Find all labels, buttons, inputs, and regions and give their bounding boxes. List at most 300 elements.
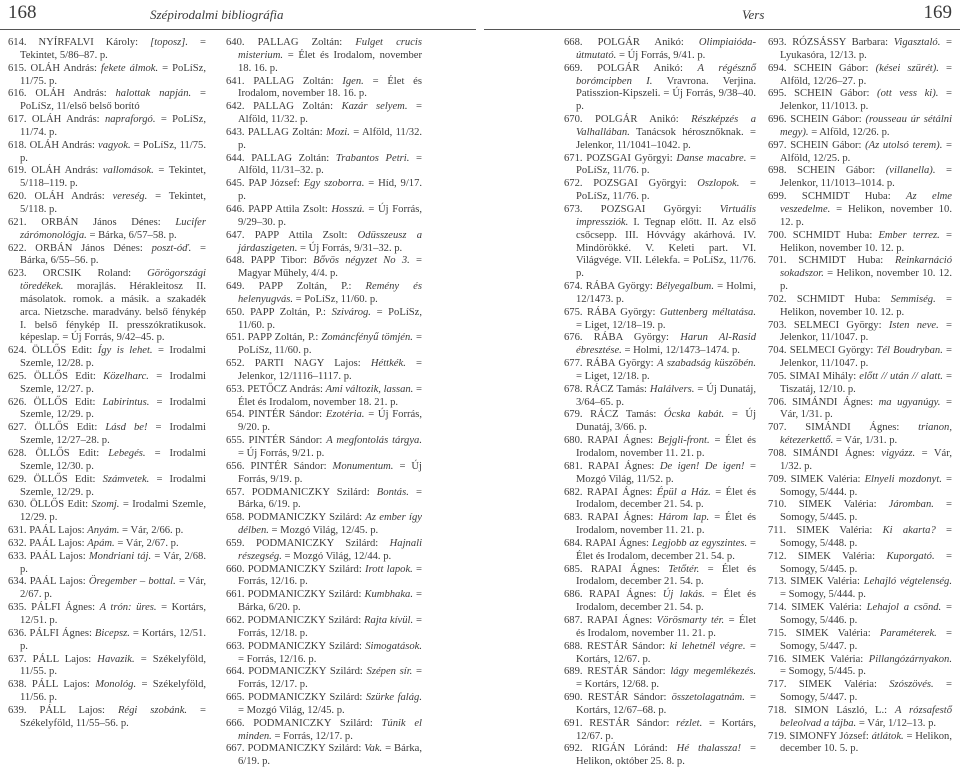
entry-author: RAPAI Ágnes: xyxy=(589,589,657,601)
entry-author: PINTÉR Sándor: xyxy=(248,409,323,421)
entry-author: OLÁH András: xyxy=(30,62,97,74)
entry-author: PETŐCZ András: xyxy=(247,383,323,395)
entry-reference: I. Tegnap előtt. II. Az első csőcsepp. III. Hóvvágy akárhová. IV. Mindörökké. V. Keleti part. VI. Világvége. VII. Lélekfa. = PoLíSz, 11/76. p. xyxy=(576,216,756,280)
entry-title: Guttenberg méltatása. xyxy=(659,306,756,318)
entry-title: vallomások. xyxy=(102,165,154,177)
entry-title: Labirintus. xyxy=(102,396,150,408)
entry-number: 679. xyxy=(564,409,583,421)
entry-number: 649. xyxy=(226,281,245,293)
entry-reference: = Új Dunatáj, 3/66. p. xyxy=(576,409,757,434)
entry-number: 635. xyxy=(8,602,27,614)
bibliography-entry xyxy=(768,705,952,731)
entry-title: Isten neve. xyxy=(888,319,939,331)
entry-title: Irott lapok. xyxy=(364,563,413,575)
entry-number: 634. xyxy=(8,576,27,588)
entry-number: 665. xyxy=(226,692,245,704)
entry-reference: = PoLíSz, 11/74. p. xyxy=(20,114,206,138)
entry-number: 702. xyxy=(768,293,787,305)
entry-reference: = Jelenkor, 11/1047. p. xyxy=(780,345,953,370)
entry-number: 683. xyxy=(564,512,583,524)
entry-reference: Tanácsok hérosznőknak. = Jelenkor, 11/1041–1042. p. xyxy=(576,126,756,151)
entry-reference: = Új Dunatáj, 3/64–65. p. xyxy=(576,383,756,408)
entry-reference: = Élet és Irodalom, december 21. 54. p. xyxy=(576,486,756,511)
entry-title: A rózsafestő beleolvad a tájba. xyxy=(780,704,953,729)
entry-number: 654. xyxy=(226,409,245,421)
entry-number: 626. xyxy=(8,396,27,408)
entry-number: 708. xyxy=(768,448,787,459)
entry-number: 681. xyxy=(564,460,583,472)
entry-number: 672. xyxy=(564,178,583,190)
entry-number: 652. xyxy=(226,358,245,370)
entry-title: Semmiség. xyxy=(890,293,936,305)
entry-reference: = Vár, 2/67. p. xyxy=(20,576,206,601)
entry-number: 713. xyxy=(768,576,787,588)
entry-title: Öregember – bottal. xyxy=(88,576,176,588)
entry-number: 710. xyxy=(768,499,787,511)
entry-reference: = Helikon, november 10. 12. p. xyxy=(780,229,952,254)
entry-author: PODMANICZKY Szilárd: xyxy=(247,614,362,626)
entry-number: 693. xyxy=(768,37,787,48)
entry-number: 647. xyxy=(226,229,245,241)
entry-author: PALLAG Zoltán: xyxy=(247,126,323,138)
bibliography-entry xyxy=(564,564,756,590)
bibliography-entry xyxy=(8,37,206,63)
entry-author: RAPAI Ágnes: xyxy=(587,512,654,524)
entry-reference: = Tekintet, 5/86–87. p. xyxy=(20,37,207,61)
entry-number: 636. xyxy=(8,627,27,639)
entry-number: 624. xyxy=(8,345,27,357)
entry-author: RAPAI Ágnes: xyxy=(587,435,654,447)
bibliography-entry xyxy=(564,114,756,153)
bibliography-entry xyxy=(8,538,206,551)
entry-reference: = Élet és Irodalom, november 11. 21. p. xyxy=(576,614,757,639)
entry-author: SIMEK Valéria: xyxy=(790,473,861,485)
entry-number: 625. xyxy=(8,370,27,382)
entry-author: SIMEK Valéria: xyxy=(795,627,871,639)
entry-reference: = Irodalmi Szemle, 12/27. p. xyxy=(20,370,207,395)
entry-title: Lucifer zárómonológja. xyxy=(20,216,206,241)
bibliography-entry xyxy=(564,332,756,358)
bibliography-entry xyxy=(226,255,422,281)
entry-title: Havazik. xyxy=(97,653,135,665)
entry-author: ÖLLŐS Edit: xyxy=(32,345,93,357)
entry-author: SCHMIDT Huba: xyxy=(792,229,873,241)
entry-number: 716. xyxy=(768,653,787,665)
entry-title: Lehajol a csönd. xyxy=(866,602,942,614)
bibliography-entry xyxy=(768,551,952,577)
entry-title: Lebegés. xyxy=(108,448,146,459)
entry-title: Bélyegalbum. xyxy=(656,281,714,293)
entry-title: Túnik el minden. xyxy=(238,717,422,742)
entry-title: A trón: üres. xyxy=(99,602,157,614)
entry-number: 699. xyxy=(768,191,787,203)
entry-author: PALLAG Zoltán: xyxy=(253,75,334,87)
entry-author: PODMANICZKY Szilárd: xyxy=(255,537,379,549)
entry-number: 627. xyxy=(8,422,27,434)
entry-reference: = Liget, 12/18–19. p. xyxy=(576,319,666,331)
entry-number: 684. xyxy=(564,537,583,549)
bibliography-entry xyxy=(564,641,756,667)
entry-title: Új lakás. xyxy=(662,589,705,601)
entry-number: 709. xyxy=(768,473,787,485)
entry-title: Vigasztaló. xyxy=(893,37,941,48)
bibliography-entry xyxy=(226,358,422,384)
bibliography-entry xyxy=(564,589,756,615)
entry-title: (villanella). xyxy=(885,165,936,177)
entry-author: POZSGAI Györgyi: xyxy=(593,178,687,190)
entry-author: SIMÁNDI Ágnes: xyxy=(805,422,900,434)
entry-number: 663. xyxy=(226,640,245,652)
bibliography-entry xyxy=(8,140,206,166)
entry-reference: = Helikon, október 25. 8. p. xyxy=(576,743,756,768)
entry-reference: = Alföld, 11/32. p. xyxy=(238,101,422,126)
entry-reference: = Irodalmi Szemle, 12/29. p. xyxy=(20,473,206,498)
bibliography-entry xyxy=(226,538,422,564)
entry-title: Halálvers. xyxy=(649,383,695,395)
entry-reference: = Új Forrás, 9/21. p. xyxy=(238,448,325,459)
entry-title: trianon, kétezerkettő. xyxy=(780,422,952,447)
entry-reference: = Bárka, 6/55–56. p. xyxy=(20,242,207,267)
entry-number: 668. xyxy=(564,37,583,48)
entry-author: OLÁH András: xyxy=(35,88,107,100)
bibliography-entry xyxy=(8,88,206,114)
entry-title: ki lehetnél végre. xyxy=(669,640,746,652)
entry-number: 696. xyxy=(768,114,787,126)
entry-reference: = Somogy, 5/444. p. xyxy=(780,589,866,601)
column-3 xyxy=(564,37,757,768)
entry-number: 661. xyxy=(226,589,245,601)
bibliography-entry xyxy=(768,371,952,397)
entry-reference: = Somogy, 5/446. p. xyxy=(780,602,952,626)
entry-title: Ezotéria. xyxy=(325,409,365,421)
entry-author: SELMECI György: xyxy=(789,345,874,357)
entry-reference: = Forrás, 12/18. p. xyxy=(238,614,422,639)
entry-author: PODMANICZKY Szilárd: xyxy=(247,743,362,755)
entry-reference: Vravrona. Verjina. Patisszion-Kipszeli. = Új Forrás, 9/38–40. p. xyxy=(576,75,756,113)
entry-reference: = Tekintet, 5/118–119. p. xyxy=(20,165,207,190)
entry-title: Harun Al-Rasid ébresztése. xyxy=(576,332,756,357)
bibliography-entry xyxy=(226,641,422,667)
right-page xyxy=(480,0,960,768)
entry-reference: = Új Forrás, 9/20. p. xyxy=(238,409,422,434)
entry-author: PAPP Attila Zsolt: xyxy=(254,229,348,241)
entry-title: Kuporgató. xyxy=(886,550,935,562)
entry-reference: = Élet és Irodalom, november 18. 16. p. xyxy=(238,49,422,74)
entry-reference: = PoLíSz, 11/75. p. xyxy=(20,62,206,87)
entry-author: SCHEIN Gábor: xyxy=(797,165,876,177)
entry-number: 711. xyxy=(768,525,787,537)
entry-number: 637. xyxy=(8,653,27,665)
bibliography-entry xyxy=(226,204,422,230)
entry-reference: = Élet és Irodalom, november 11. 21. p. xyxy=(576,435,756,459)
entry-title: Görögországi töredékek. xyxy=(20,268,206,293)
entry-author: PAÁL Lajos: xyxy=(29,525,85,537)
entry-author: PAÁL Lajos: xyxy=(29,537,85,549)
entry-reference: = Irodalmi Szemle, 12/30. p. xyxy=(20,448,207,472)
column-4 xyxy=(768,37,953,755)
bibliography-entry xyxy=(226,743,422,769)
bibliography-entry xyxy=(768,345,952,371)
entry-reference: = Bárka, 6/19. p. xyxy=(238,743,423,768)
bibliography-entry xyxy=(768,165,952,191)
entry-number: 680. xyxy=(564,435,583,447)
entry-author: RESTÁR Sándor: xyxy=(589,717,670,729)
entry-reference: = Alföld, 12/26. p. xyxy=(811,126,890,138)
bibliography-entry xyxy=(8,422,206,448)
entry-reference: = Forrás, 12/16. p. xyxy=(238,653,317,665)
entry-number: 670. xyxy=(564,114,583,126)
bibliography-entry xyxy=(226,307,422,333)
entry-author: ORBÁN János Dénes: xyxy=(41,216,161,228)
entry-number: 704. xyxy=(768,345,787,357)
bibliography-entry xyxy=(768,397,952,423)
entry-number: 674. xyxy=(564,281,583,293)
entry-number: 700. xyxy=(768,229,787,241)
entry-number: 705. xyxy=(768,370,787,382)
entry-title: Hajnali részegség. xyxy=(238,537,423,562)
entry-reference: = Holmi, 12/1473. p. xyxy=(576,281,756,305)
entry-number: 657. xyxy=(226,486,245,498)
entry-reference: = Élet és Irodalom, november 18. 16. p. xyxy=(238,75,422,100)
bibliography-entry xyxy=(8,63,206,89)
entry-title: (rousseau úr sétálni megy). xyxy=(780,114,953,138)
entry-author: SIMONFY József: xyxy=(789,730,869,742)
bibliography-entry xyxy=(564,384,756,410)
entry-author: PARTI NAGY Lajos: xyxy=(254,358,361,370)
entry-title: Monológ. xyxy=(95,679,137,691)
entry-reference: = Élet és Irodalom, december 21. 54. p. xyxy=(576,563,757,588)
bibliography-entry xyxy=(768,499,952,525)
entry-author: SIMON László, L.: xyxy=(794,704,888,716)
entry-author: SIMEK Valéria: xyxy=(792,653,864,665)
bibliography-entry xyxy=(768,140,952,166)
entry-reference: = Holmi, 12/1473–1474. p. xyxy=(624,345,740,357)
entry-reference: = Kortárs, 12/67. p. xyxy=(576,640,756,665)
bibliography-entry xyxy=(8,191,206,217)
entry-reference: = Tekintet, 5/118. p. xyxy=(20,191,206,215)
bibliography-entry xyxy=(226,666,422,692)
bibliography-entry xyxy=(8,499,206,525)
entry-number: 694. xyxy=(768,62,787,74)
entry-number: 675. xyxy=(564,306,583,318)
left-page xyxy=(0,0,480,768)
bibliography-entry xyxy=(226,101,422,127)
entry-reference: = Irodalmi Szemle, 12/29. p. xyxy=(20,396,207,421)
entry-number: 673. xyxy=(564,203,583,215)
entry-title: Kumbhaka. xyxy=(364,589,413,601)
entry-number: 651. xyxy=(226,332,245,344)
entry-number: 685. xyxy=(564,563,583,575)
entry-title: Így is lehet. xyxy=(97,345,153,357)
entry-title: (kései szürét). xyxy=(875,62,939,74)
entry-title: ma ugyanúgy. xyxy=(878,396,941,408)
entry-title: Az elme veszedelme. xyxy=(780,191,953,215)
entry-reference: = PoLíSz, 11/60. p. xyxy=(238,332,422,357)
entry-reference: = Kortárs, 12/51. p. xyxy=(20,627,206,652)
entry-author: OLÁH András: xyxy=(31,114,100,126)
entry-title: Ami változik, lassan. xyxy=(325,383,414,395)
entry-reference: = PoLíSz, 11/75. p. xyxy=(20,139,206,164)
entry-number: 656. xyxy=(226,460,245,472)
bibliography-entry xyxy=(564,692,756,718)
entry-number: 701. xyxy=(768,255,787,267)
entry-reference: = Somogy, 5/447. p. xyxy=(780,679,952,704)
entry-title: fekete álmok. xyxy=(100,62,159,74)
bibliography-entry xyxy=(8,243,206,269)
entry-number: 638. xyxy=(8,679,27,691)
entry-author: PÁLFI Ágnes: xyxy=(31,602,96,614)
entry-number: 646. xyxy=(226,203,245,215)
entry-reference: = Somogy, 5/445. p. xyxy=(780,550,952,575)
entry-number: 640. xyxy=(226,37,245,48)
entry-title: A régésznő borómcipben I. xyxy=(576,62,757,87)
entry-title: Ócska kabát. xyxy=(663,409,725,421)
entry-author: POLGÁR Anikó: xyxy=(597,62,683,74)
entry-author: POLGÁR Anikó: xyxy=(595,114,679,126)
entry-author: POLGÁR Anikó: xyxy=(597,37,684,48)
entry-number: 678. xyxy=(564,383,583,395)
entry-author: ÖLLŐS Edit: xyxy=(35,448,100,459)
entry-title: Legjobb az egyszintes. xyxy=(651,537,748,549)
entry-author: OLÁH András: xyxy=(29,139,95,151)
entry-number: 689. xyxy=(564,666,583,678)
entry-author: PODMANICZKY Szilárd: xyxy=(247,589,362,601)
entry-author: SCHEIN Gábor: xyxy=(793,62,869,74)
entry-author: SIMEK Valéria: xyxy=(790,576,860,588)
entry-title: Oszlopok. xyxy=(697,178,740,190)
bibliography-entry xyxy=(564,743,756,769)
entry-author: RAPAI Ágnes: xyxy=(585,537,649,549)
entry-reference: = Helikon, november 10. 12. p. xyxy=(780,293,952,318)
entry-reference: = Jelenkor, 11/1013–1014. p. xyxy=(780,165,952,190)
entry-author: RIGÁN Lóránd: xyxy=(591,743,668,755)
entry-title: A megfontolás tárgya. xyxy=(326,435,422,447)
entry-reference: = Mozgó Világ, 12/44. p. xyxy=(284,550,392,562)
left-header-rule xyxy=(0,29,476,30)
entry-title: Bicepsz. xyxy=(94,627,130,639)
entry-author: PÁLL Lajos: xyxy=(32,653,92,665)
entry-number: 658. xyxy=(226,512,245,524)
entry-reference: = Új Forrás, 9/29–30. p. xyxy=(238,203,422,228)
bibliography-entry xyxy=(226,127,422,153)
entry-title: Szomj. xyxy=(91,499,120,511)
left-page-number: 168 xyxy=(8,2,37,23)
bibliography-entry xyxy=(564,487,756,513)
bibliography-entry xyxy=(226,332,422,358)
entry-author: SIMÁNDI Ágnes: xyxy=(793,448,875,459)
entry-title: Ember terrez. xyxy=(878,229,940,241)
entry-author: PODMANICZKY Szilárd: xyxy=(248,692,363,704)
entry-title: Remény és helenyugvás. xyxy=(238,281,422,305)
entry-title: De igen! De igen! xyxy=(659,460,745,472)
right-header-rule xyxy=(484,29,960,30)
entry-number: 692. xyxy=(564,743,583,755)
entry-title: vigyázz. xyxy=(881,448,916,459)
entry-reference: = Székelyföld, 11/55–56. p. xyxy=(20,704,206,729)
bibliography-entry xyxy=(226,230,422,256)
bibliography-entry xyxy=(8,397,206,423)
entry-author: SCHEIN Gábor: xyxy=(794,88,870,100)
entry-author: PALLAG Zoltán: xyxy=(251,152,330,164)
entry-number: 660. xyxy=(226,563,245,575)
entry-author: RAPAI Ágnes: xyxy=(588,460,655,472)
entry-title: Részképzés a Valhallában. xyxy=(576,114,756,138)
bibliography-entry xyxy=(226,589,422,615)
entry-title: Pillangózárnyakon. xyxy=(868,653,952,665)
entry-author: ÖLLŐS Edit: xyxy=(33,396,96,408)
entry-number: 676. xyxy=(564,332,583,344)
entry-author: RAPAI Ágnes: xyxy=(587,486,653,498)
bibliography-entry xyxy=(564,461,756,487)
entry-author: NYÍRFALVI Károly: xyxy=(38,37,139,48)
entry-title: Héttkék. xyxy=(370,358,406,370)
entry-author: RÁBA György: xyxy=(585,281,653,293)
entry-author: ÖLLŐS Edit: xyxy=(34,422,98,434)
entry-author: PINTÉR Sándor: xyxy=(248,435,323,447)
entry-number: 718. xyxy=(768,704,787,716)
entry-title: Virtuális impressziók. xyxy=(576,203,757,228)
entry-reference: = Új Forrás, 9/19. p. xyxy=(238,460,422,485)
entry-title: Az ember így délben. xyxy=(238,512,423,537)
entry-title: Szürke falág. xyxy=(365,692,422,704)
entry-number: 616. xyxy=(8,88,27,100)
entry-title: Vak. xyxy=(364,743,383,755)
entry-title: Elnyeli mozdonyt. xyxy=(864,473,942,485)
bibliography-entry xyxy=(564,409,756,435)
entry-author: SIMEK Valéria: xyxy=(796,525,873,537)
entry-number: 642. xyxy=(226,101,245,113)
entry-title: [toposz]. xyxy=(150,37,189,48)
entry-number: 655. xyxy=(226,435,245,447)
entry-reference: = Forrás, 12/16. p. xyxy=(238,563,422,588)
entry-number: 719. xyxy=(768,730,787,742)
bibliography-entry xyxy=(768,63,952,89)
entry-title: Tél Boudryban. xyxy=(876,345,943,357)
bibliography-entry xyxy=(768,731,952,757)
entry-title: Fulget crucis misterium. xyxy=(238,37,422,61)
entry-title: Szivárog. xyxy=(331,306,371,318)
bibliography-entry xyxy=(564,615,756,641)
entry-number: 712. xyxy=(768,550,787,562)
bibliography-entry xyxy=(226,153,422,179)
entry-reference: morajlás. Hérakleitosz II. másolatok. romok. a másik. a szakadék arca. Nietzsche. maradvány. belső fénykép I. belső fénykép II. presszókratikusok. képeslap. = Új Forrás, 9/42–45. p. xyxy=(20,281,206,344)
entry-author: SCHEIN Gábor: xyxy=(790,114,862,126)
bibliography-entry xyxy=(564,37,756,63)
bibliography-entry xyxy=(768,255,952,294)
entry-author: RÁBA György: xyxy=(593,332,669,344)
entry-author: PAÁL Lajos: xyxy=(29,550,86,562)
bibliography-entry xyxy=(768,422,952,448)
entry-title: vereség. xyxy=(112,191,148,203)
entry-number: 615. xyxy=(8,62,27,74)
bibliography-entry xyxy=(226,435,422,461)
bibliography-entry xyxy=(8,654,206,680)
entry-title: Simogatások. xyxy=(365,640,423,652)
entry-title: Kazár selyem. xyxy=(341,101,408,113)
entry-number: 632. xyxy=(8,537,27,549)
bibliography-entry xyxy=(768,679,952,705)
entry-number: 690. xyxy=(564,692,583,704)
entry-author: PAÁL Lajos: xyxy=(29,576,86,588)
entry-reference: = Magyar Műhely, 4/4. p. xyxy=(238,255,422,280)
entry-title: Hosszú. xyxy=(331,203,365,215)
entry-reference: = Új Forrás, 9/31–32. p. xyxy=(300,242,403,254)
entry-number: 691. xyxy=(564,717,583,729)
entry-number: 667. xyxy=(226,743,245,755)
entry-number: 666. xyxy=(226,717,245,729)
entry-number: 671. xyxy=(564,152,583,164)
entry-number: 641. xyxy=(226,75,245,87)
